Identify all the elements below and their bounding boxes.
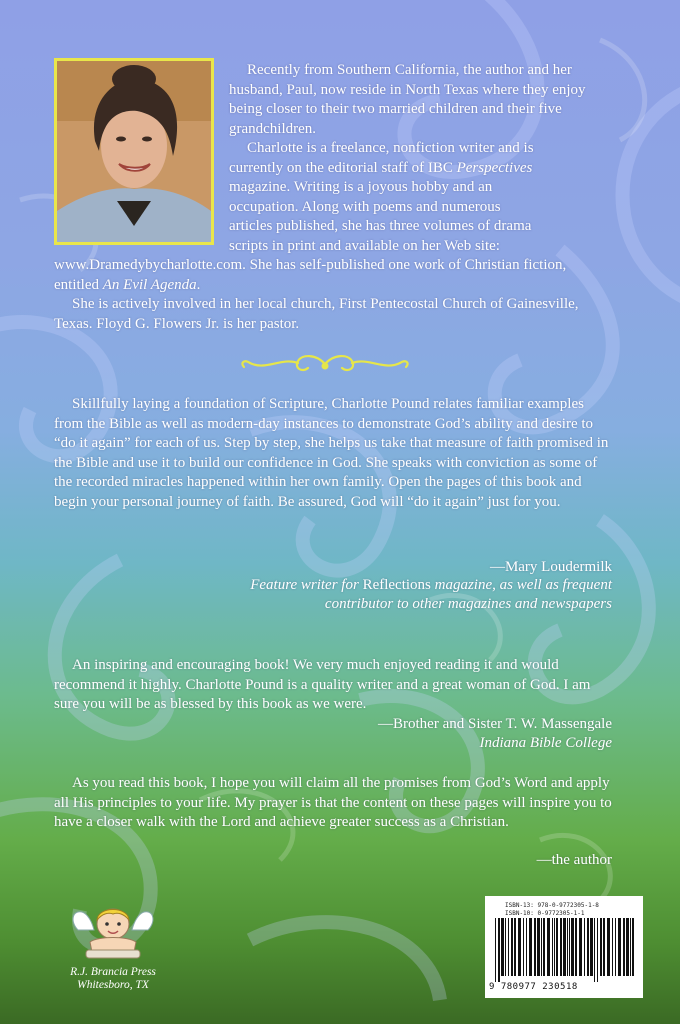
author-signature: —the author: [536, 852, 612, 868]
review1-credential: Feature writer for Reflections magazine, as well as frequent contributor to other magazines and newspapers: [250, 577, 612, 612]
barcode-bar: [556, 918, 558, 976]
barcode-bars: [493, 918, 635, 982]
isbn-barcode: [485, 896, 643, 998]
author-note: As you read this book, I hope you will claim all the promises from God’s Word and apply all His principles to your life. My prayer is that the content on these pages will inspire you to have a closer walk with the Lord and achieve greater success as a Christian.: [54, 775, 612, 831]
barcode-bar: [495, 918, 496, 982]
isbn-13-text: ISBN-13: 978-0-9772305-1-8: [505, 902, 599, 909]
bio-paragraph-2-line: scripts in print and available on her Web site:: [229, 237, 500, 254]
barcode-bar: [607, 918, 610, 976]
barcode-bar: [571, 918, 574, 976]
cherub-logo-icon: [68, 902, 158, 964]
barcode-bar: [505, 918, 506, 976]
barcode-bar: [554, 918, 555, 976]
barcode-bar: [626, 918, 629, 976]
bio-paragraph-1: Recently from Southern California, the author and her husband, Paul, now reside in North Texas where they enjoy being closer to their two married children and their five grandchildren.: [229, 62, 586, 137]
barcode-bar: [569, 918, 570, 976]
barcode-bar: [575, 918, 577, 976]
barcode-bar: [511, 918, 513, 976]
publisher-name: R.J. Brancia Press: [70, 966, 156, 978]
barcode-bar: [529, 918, 532, 976]
bio-paragraph-2-line: Charlotte is a freelance, nonfiction writer and is: [247, 140, 534, 156]
barcode-bar: [597, 918, 598, 982]
review-massengale: An inspiring and encouraging book! We very much enjoyed reading it and would recommend it highly. Charlotte Pound is a quality writer and a great woman of God. I am sure you will be as blessed by this book as we were.: [54, 657, 591, 713]
review1-attribution: —Mary Loudermilk: [489, 559, 612, 575]
barcode-bar: [560, 918, 562, 976]
barcode-bar: [623, 918, 625, 976]
barcode-bar: [632, 918, 634, 976]
bio-paragraph-2-line: articles published, she has three volumes of drama: [229, 218, 532, 235]
barcode-bar: [567, 918, 568, 976]
barcode-bar: [518, 918, 521, 976]
barcode-bar: [537, 918, 540, 976]
publisher-location: Whitesboro, TX: [77, 979, 149, 991]
barcode-bar: [498, 918, 500, 982]
barcode-bar: [543, 918, 545, 976]
review2-attribution: —Brother and Sister T. W. Massengale: [378, 716, 612, 732]
ornament-divider: [236, 351, 414, 377]
barcode-bar: [563, 918, 566, 976]
barcode-bar: [587, 918, 589, 976]
barcode-number: 9 780977 230518: [489, 982, 578, 992]
barcode-bar: [630, 918, 631, 976]
bio-paragraph-2: [229, 139, 613, 257]
barcode-bar: [590, 918, 593, 976]
barcode-bar: [501, 918, 504, 976]
barcode-bar: [584, 918, 585, 976]
barcode-bar: [594, 918, 595, 982]
bio-paragraph-2-line: magazine. Writing is a joyous hobby and an: [229, 179, 493, 196]
barcode-bar: [579, 918, 582, 976]
barcode-bar: [514, 918, 516, 976]
isbn-10-text: ISBN-10: 0-9772305-1-1: [505, 910, 585, 917]
barcode-bar: [615, 918, 616, 976]
barcode-bar: [508, 918, 509, 976]
author-photo: [54, 58, 214, 245]
barcode-bar: [534, 918, 536, 976]
barcode-bar: [526, 918, 527, 976]
barcode-bar: [523, 918, 524, 976]
barcode-bar: [552, 918, 553, 976]
bio-paragraph-3: She is actively involved in her local church, First Pentecostal Church of Gainesville, Texas. Floyd G. Flowers Jr. is her pastor.: [54, 296, 579, 332]
review-mary-loudermilk: Skillfully laying a foundation of Scripture, Charlotte Pound relates familiar examples from the Bible as well as modern-day instances to demonstrate God’s ability and desire to “do it again” for each of us. Step by step, she helps us take that measure of faith promised in the Bible and use it to build our confidence in God. She speaks with conviction as some of the recorded miracles happened within her own family. Open the pages of this book and begin your personal journey of faith. Be assured, God will “do it again” just for you.: [54, 396, 609, 510]
barcode-bar: [600, 918, 602, 976]
barcode-bar: [603, 918, 605, 976]
bio-paragraph-2-line: occupation. Along with poems and numerous: [229, 198, 501, 215]
bio-paragraph-2-continued: www.Dramedybycharlotte.com. She has self-published one work of Christian fiction, entitled An Evil Agenda.: [54, 257, 567, 293]
barcode-bar: [541, 918, 542, 976]
barcode-bar: [612, 918, 613, 976]
barcode-bar: [547, 918, 550, 976]
barcode-bar: [618, 918, 621, 976]
review2-credential: Indiana Bible College: [479, 735, 612, 751]
bio-paragraph-2-line: currently on the editorial staff of IBC Perspectives: [229, 159, 533, 176]
